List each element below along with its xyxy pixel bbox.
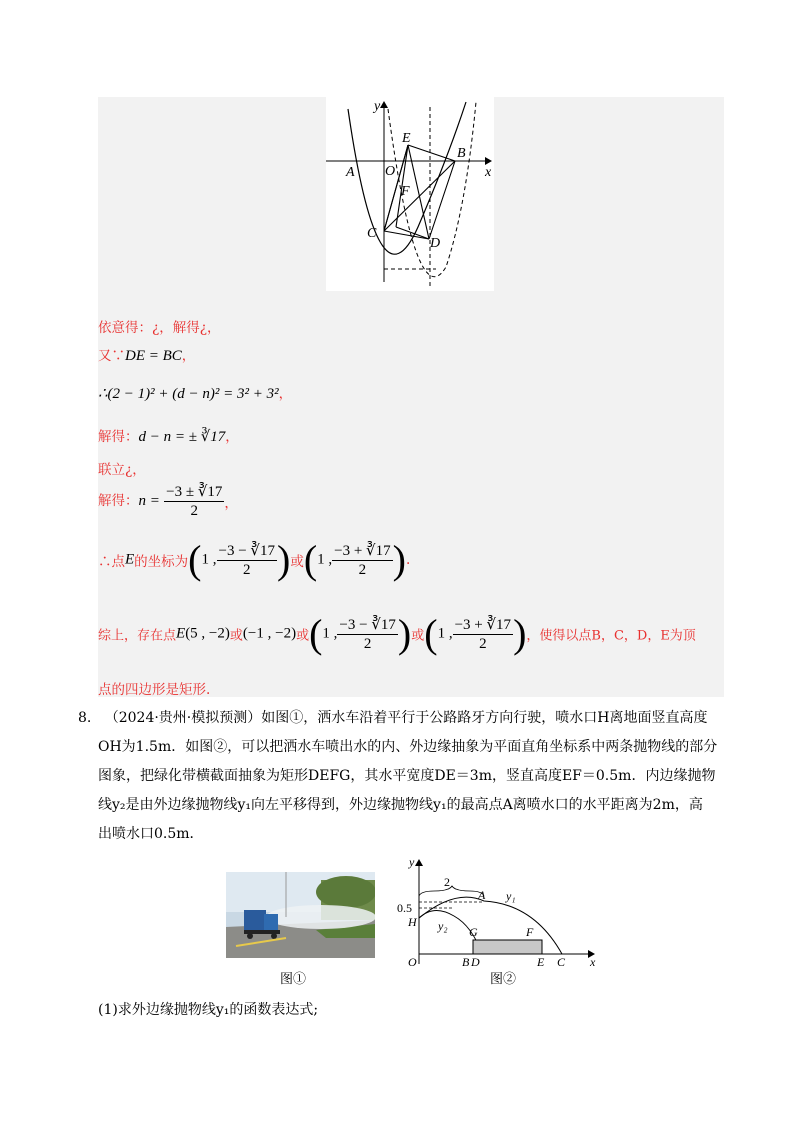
sub-question-1: (1)求外边缘抛物线y₁的函数表达式; <box>98 1002 319 1018</box>
fig2-label-O: O <box>408 955 417 968</box>
l7-or: 或 <box>290 554 304 570</box>
l7-pre: ∴点 <box>98 554 125 570</box>
l8-p1-frac <box>337 616 397 653</box>
photo-svg <box>226 872 375 958</box>
solution-line-6 <box>98 483 238 520</box>
l8-post: ，使得以点B，C，D，E为顶 <box>526 628 696 644</box>
l8-p2-a: 1 , <box>437 625 453 642</box>
solution-line-2 <box>98 344 195 365</box>
l8-c2: (−1 , −2) <box>242 625 297 642</box>
fig1-label-A: A <box>346 165 355 180</box>
solution-line-3 <box>98 382 292 403</box>
fig1-label-F: F <box>401 184 410 199</box>
l6-fraction <box>164 483 224 520</box>
fig2-label-A: A <box>478 888 486 902</box>
fig2-label-F: F <box>526 925 534 939</box>
question-8-line-2: OH为1.5m．如图②，可以把洒水车喷出水的内、外边缘抽象为平面直角坐标系中两条抛物线的部分 <box>98 739 718 755</box>
l7-p2-frac <box>332 542 392 579</box>
figure2-svg <box>394 856 600 968</box>
l8-c1: (5 , −2) <box>185 625 230 642</box>
fig2-label-B: B <box>462 955 470 968</box>
question-8-line-4: 线y₂是由外边缘抛物线y₁向左平移得到，外边缘抛物线y₁的最高点A离喷水口的水平距离为2m，高 <box>98 797 703 813</box>
l7-p1-den: 2 <box>242 561 251 578</box>
l8-p1-den: 2 <box>363 635 372 652</box>
l6-pre: 解得： <box>98 493 139 509</box>
l8-p2-num: −3 + ∛17 <box>454 616 512 633</box>
l3-post: ， <box>278 386 293 402</box>
l3-math: ∴(2 − 1)² + (d − n)² = 3² + 3² <box>98 386 279 402</box>
solution-line-4 <box>98 425 239 446</box>
question-8-line-1 <box>78 704 728 733</box>
fig1-label-O: O <box>385 164 396 179</box>
l8-p1-a: 1 , <box>322 625 338 642</box>
l6-num: −3 ± ∛17 <box>166 484 223 500</box>
l6-post: ， <box>224 495 238 512</box>
l8-p1-num: −3 − ∛17 <box>339 616 396 633</box>
l2-pre: 又∵ <box>98 348 125 364</box>
fig2-label-half: 0.5 <box>397 901 412 915</box>
solution-line-1: 依意得：¿，解得¿， <box>98 320 221 336</box>
fig2-label-y: y <box>409 856 415 869</box>
solution-line-9: 点的四边形是矩形. <box>98 682 211 698</box>
fig2-label-G: G <box>469 925 478 939</box>
l4-math: d − n = ± ∛17 <box>138 429 226 445</box>
l7-p1-frac <box>217 542 277 579</box>
l7-p2-num: −3 + ∛17 <box>334 542 391 559</box>
l8-or2: 或 <box>296 628 310 644</box>
l7-p2-den: 2 <box>358 561 367 578</box>
solution-line-7: ∴点E的坐标为(1 , $\frac{-3 - ∛17}{2}$ )或(1 , $\frac{-3 + ∛17}{2}$ ). <box>98 537 411 582</box>
fig2-label-D: D <box>471 955 480 968</box>
l7-mid: 的坐标为 <box>134 554 189 570</box>
fig2-label-x: x <box>590 955 596 968</box>
figure1-svg <box>326 97 494 291</box>
l2-post: ， <box>181 348 196 364</box>
l8-pre: 综上，存在点 <box>98 628 177 644</box>
caption-figure-2: 图② <box>490 972 517 987</box>
fig2-label-C: C <box>557 955 566 968</box>
l2-math: DE = BC <box>125 348 182 364</box>
fig2-label-y1: y₁ <box>506 889 516 903</box>
l4-pre: 解得： <box>98 429 139 445</box>
l8-E: E <box>176 625 186 642</box>
water-truck-photo <box>226 872 375 958</box>
l8-p2-den: 2 <box>479 635 487 652</box>
solution-line-5: 联立¿， <box>98 462 146 478</box>
solution-line-8: 综上，存在点E(5 , −2)或(−1 , −2)或(1 , $\frac{-3 - ∛17}{2}$ )或(1 , $\frac{-3 + ∛17}{2}$ )，使得以点B，C，D，E为顶 <box>98 611 696 656</box>
l6-lhs: n = <box>138 493 160 509</box>
l7-p1-a: 1 , <box>201 551 217 568</box>
fig2-brace <box>419 886 484 896</box>
fig2-label-H: H <box>408 915 417 929</box>
l8-p2-frac <box>453 616 513 653</box>
l7-p2-a: 1 , <box>317 551 333 568</box>
rectangle-DEFG <box>473 940 542 954</box>
fig1-label-B: B <box>457 146 466 161</box>
fig2-label-E: E <box>537 955 545 968</box>
question-8-line-3: 图象，把绿化带横截面抽象为矩形DEFG，其水平宽度DE＝3m，竖直高度EF＝0.5m．内边缘抛物 <box>98 768 716 784</box>
l8-or3: 或 <box>411 628 425 644</box>
fig1-label-E: E <box>402 131 411 146</box>
l8-or1: 或 <box>229 628 243 644</box>
question-line1: （2024·贵州·模拟预测）如图①，洒水车沿着平行于公路路牙方向行驶，喷水口H离地面竖直高度 <box>104 710 708 726</box>
fig1-label-y: y <box>374 99 381 114</box>
l4-post: ， <box>225 429 239 445</box>
fig1-label-x: x <box>485 165 492 180</box>
l7-E: E <box>125 551 135 568</box>
question-number: 8. <box>78 710 92 726</box>
question-8-line-5: 出喷水口0.5m． <box>98 826 204 842</box>
figure-2 <box>394 856 600 968</box>
fig2-label-y2: y₂ <box>438 919 448 933</box>
figure-parabola-rectangle <box>326 97 494 291</box>
caption-figure-1: 图① <box>280 972 307 987</box>
fig1-label-C: C <box>367 226 377 241</box>
fig1-label-D: D <box>430 236 441 251</box>
l6-den: 2 <box>190 503 199 519</box>
fig2-label-two: 2 <box>444 875 450 889</box>
l7-post: . <box>405 552 411 568</box>
l7-p1-num: −3 − ∛17 <box>218 542 275 559</box>
